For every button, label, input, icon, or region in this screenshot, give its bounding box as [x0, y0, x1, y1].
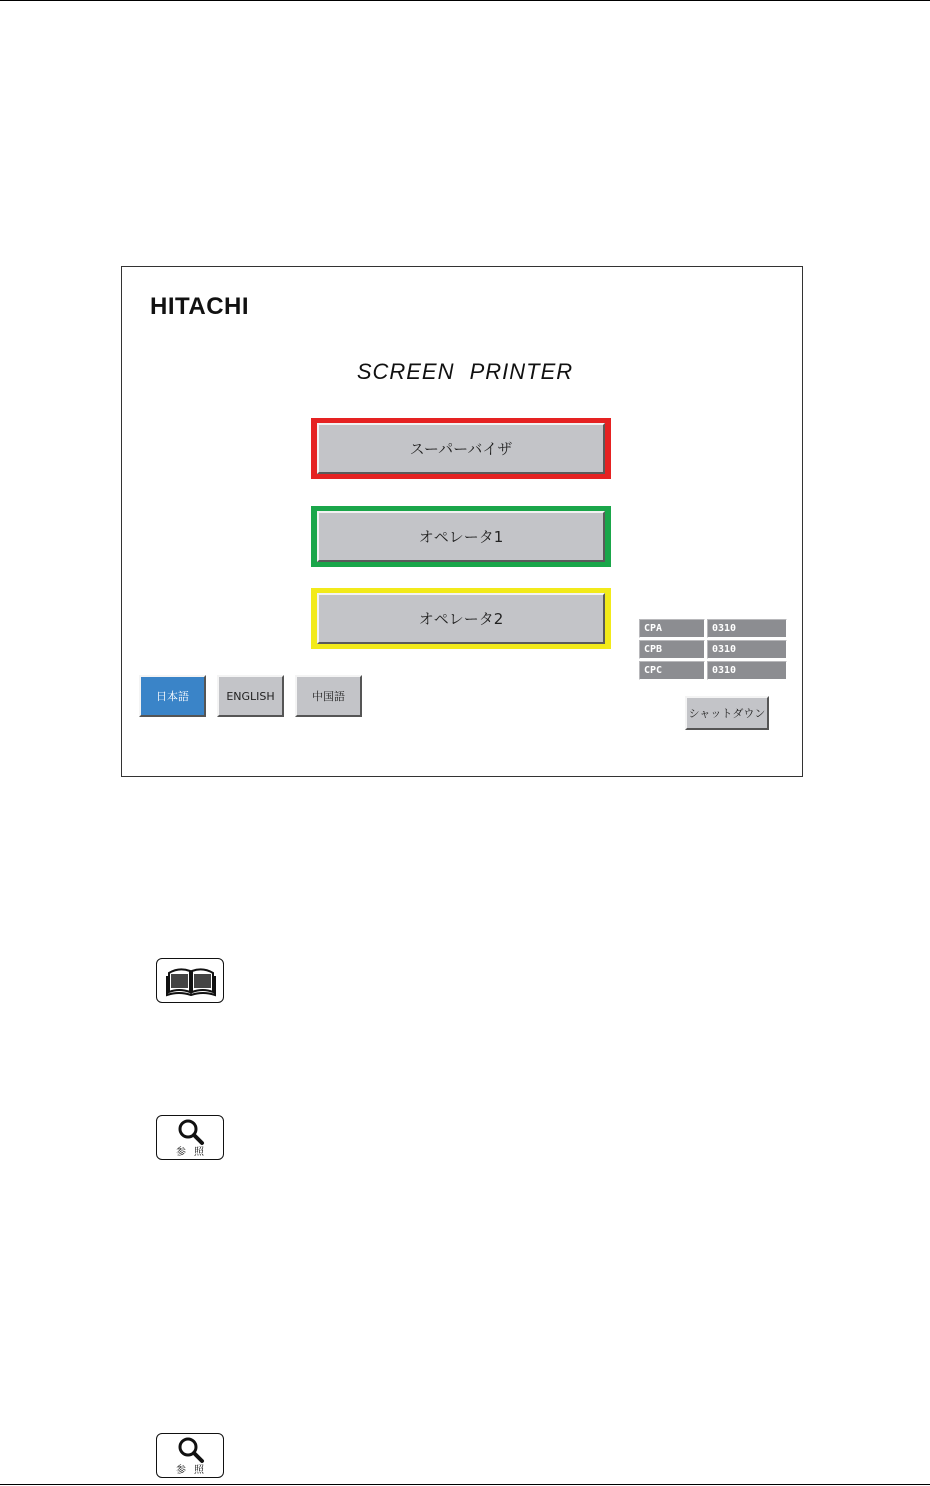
version-key: CPA	[639, 619, 705, 638]
login-screen	[121, 266, 803, 777]
page-top-rule	[0, 0, 930, 1]
version-key: CPC	[639, 661, 705, 680]
operator1-button[interactable]: オペレータ1	[317, 511, 605, 562]
reference-label: 参照	[176, 1465, 212, 1476]
language-chinese-button[interactable]: 中国語	[295, 675, 362, 717]
version-value: 0310	[707, 661, 787, 680]
supervisor-button-frame	[311, 418, 611, 479]
magnifier-icon	[157, 1116, 225, 1146]
version-row	[639, 619, 787, 638]
shutdown-button[interactable]: シャットダウン	[685, 696, 769, 730]
reference-label: 参照	[176, 1147, 212, 1158]
version-key: CPB	[639, 640, 705, 659]
supervisor-button[interactable]: スーパーバイザ	[317, 423, 605, 474]
operator2-button[interactable]: オペレータ2	[317, 593, 605, 644]
book-icon	[157, 959, 225, 1004]
operator2-button-frame	[311, 588, 611, 649]
version-table	[639, 619, 787, 682]
brand-logo: HITACHI	[150, 293, 250, 320]
version-row	[639, 640, 787, 659]
language-japanese-button[interactable]: 日本語	[139, 675, 206, 717]
app-title: SCREEN PRINTER	[356, 359, 574, 384]
reference-icon-box	[156, 1433, 224, 1478]
version-value: 0310	[707, 640, 787, 659]
magnifier-icon	[157, 1434, 225, 1464]
operator1-button-frame	[311, 506, 611, 567]
language-english-button[interactable]: ENGLISH	[217, 675, 284, 717]
version-value: 0310	[707, 619, 787, 638]
page-bottom-rule	[0, 1484, 930, 1485]
version-row	[639, 661, 787, 680]
manual-icon-box	[156, 958, 224, 1003]
reference-icon-box	[156, 1115, 224, 1160]
